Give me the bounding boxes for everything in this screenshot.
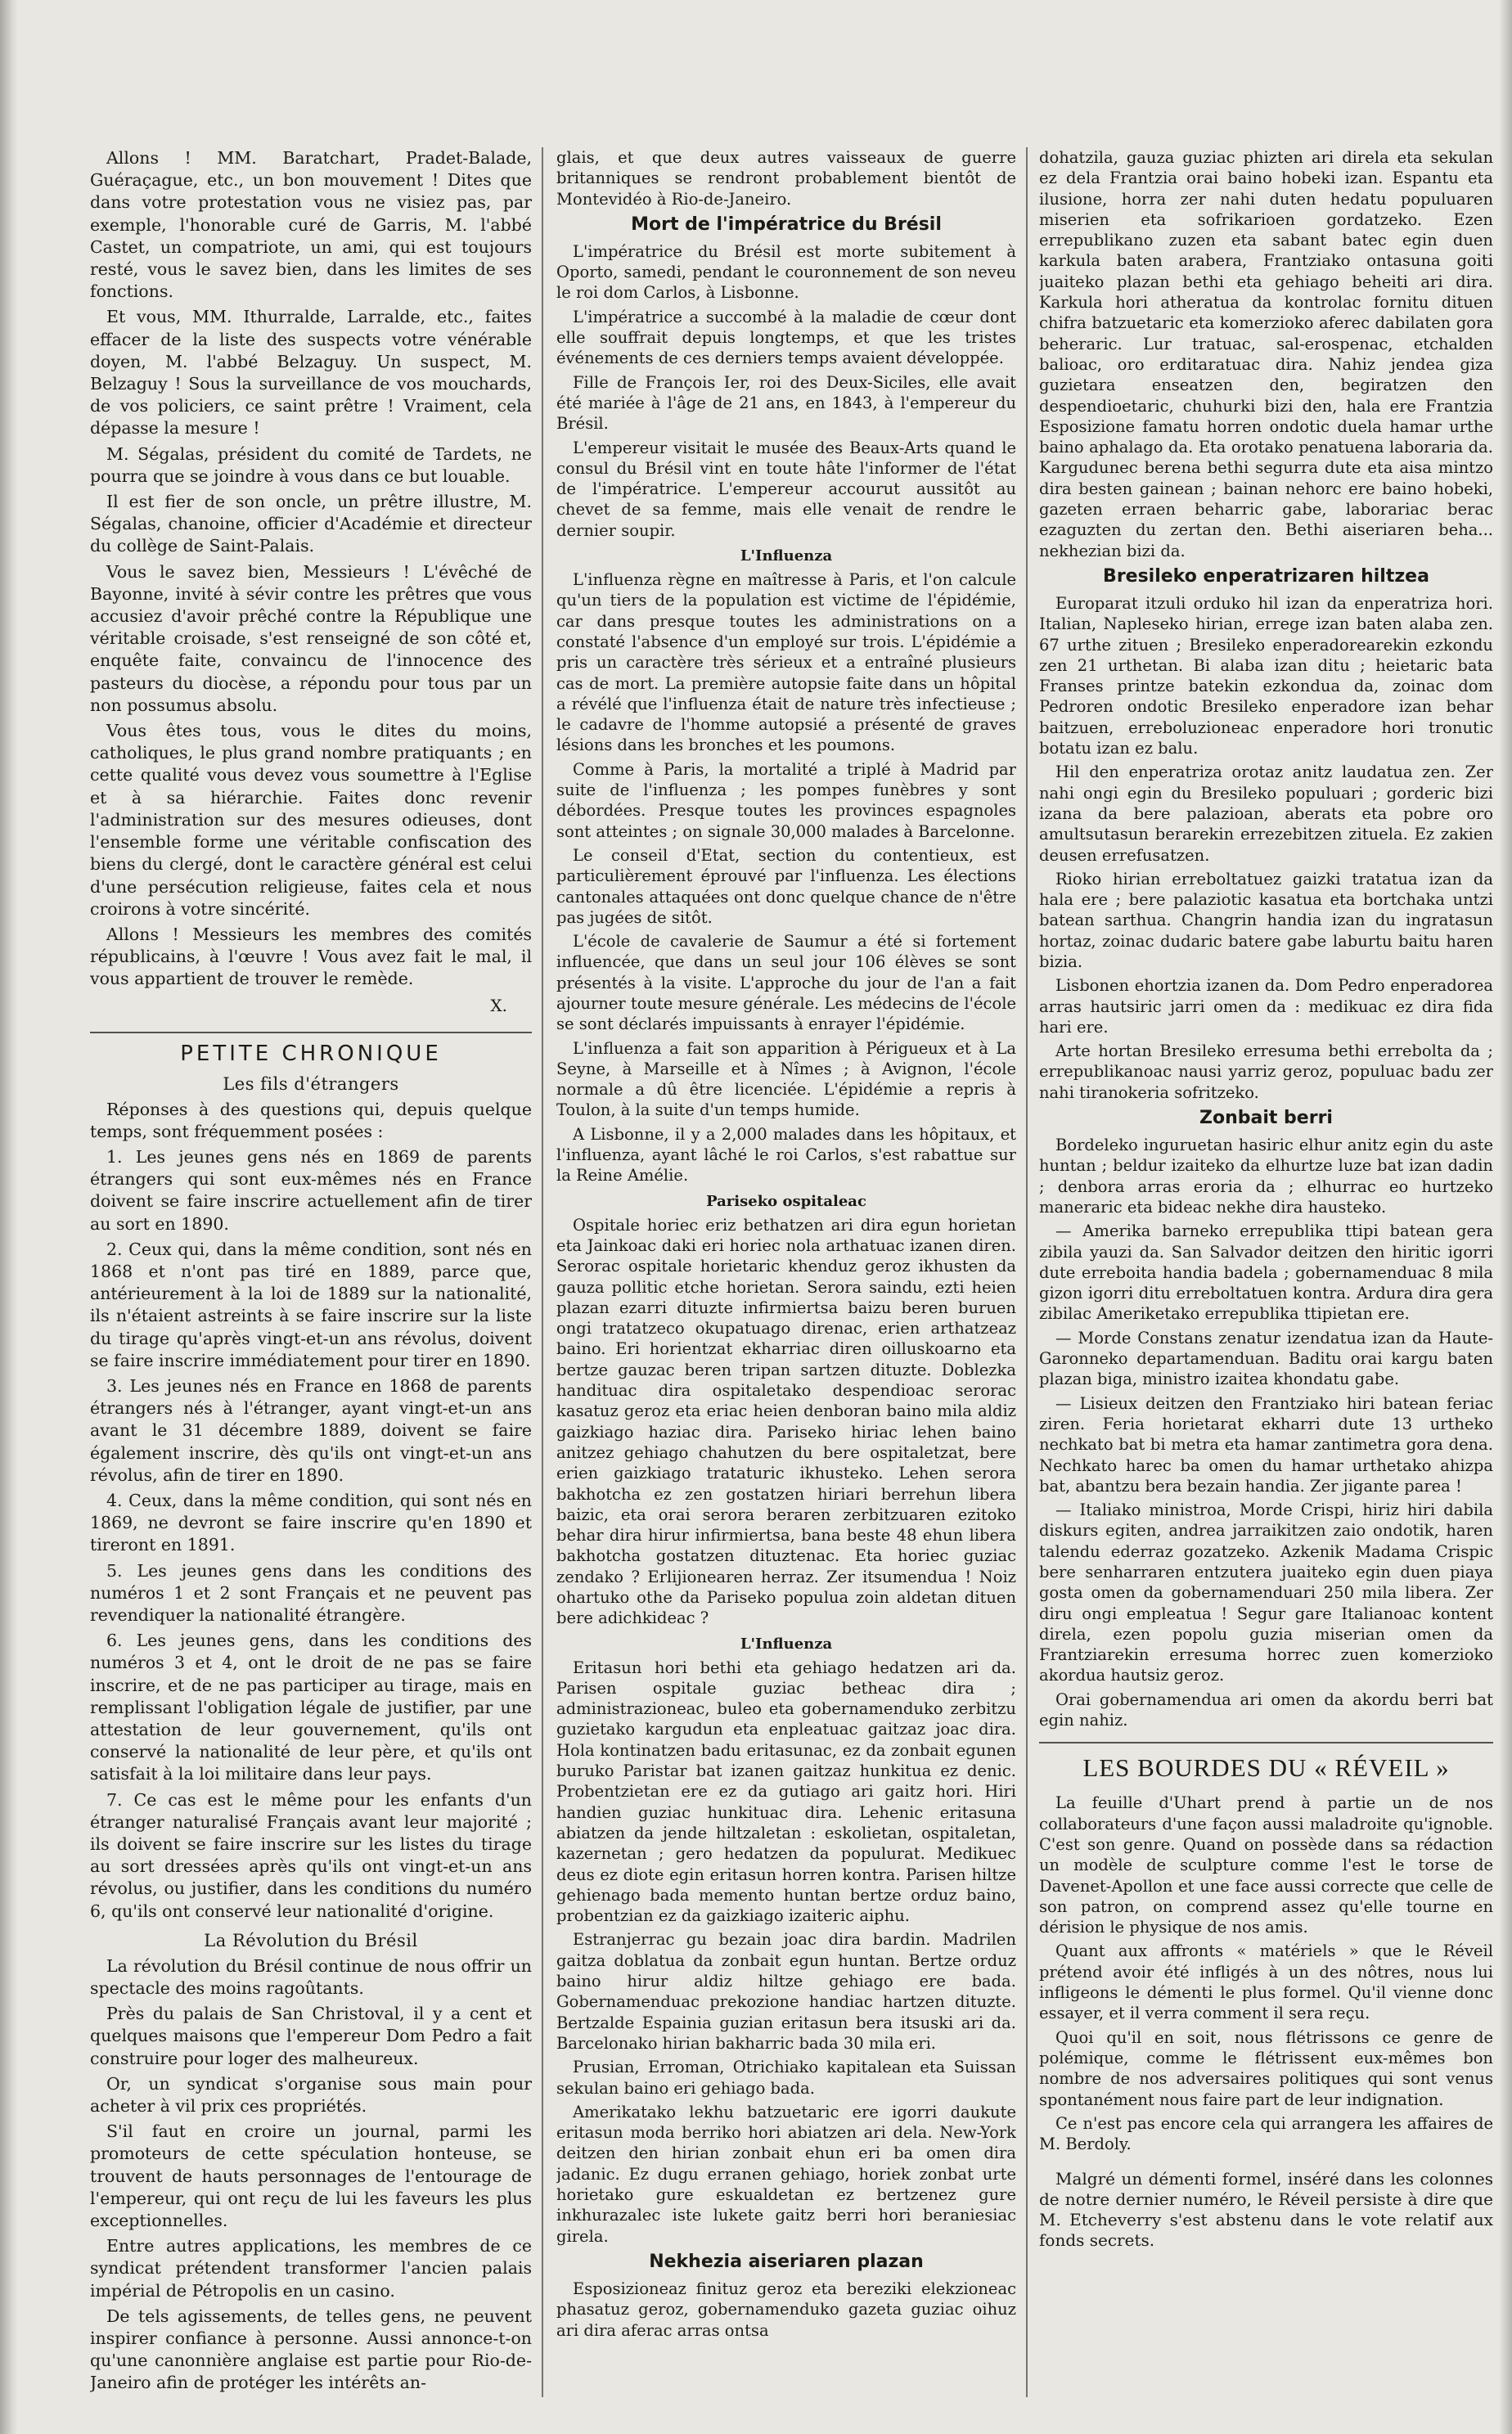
nekhezia-heading: Nekhezia aiseriaren plazan bbox=[649, 2251, 924, 2272]
page-left-edge bbox=[0, 0, 18, 2434]
column-2 bbox=[556, 147, 1016, 2405]
article-signature: X. bbox=[490, 995, 507, 1015]
zonbait-paragraph: — Lisieux deitzen den Frantziako hiri batean feriac ziren. Feria horietarat ekharri dute 13 urtheko nechkato bat bi metra eta hamar zantimetra gora dena. Nechkato harec ba omen du hamar urthetako ahizpa bat, abantzu bera bezain handia. Zer jigante parea ! bbox=[1039, 1393, 1493, 1496]
bresil-paragraph: La révolution du Brésil continue de nous offrir un spectacle des moins ragoûtants. bbox=[90, 1955, 532, 1999]
bresil-paragraph: Or, un syndicat s'organise sous main pour acheter à vil prix ces propriétés. bbox=[90, 2073, 532, 2117]
linfluenza-paragraph: Eritasun hori bethi eta gehiago hedatzen ari da. Parisen ospitale guziac betheac dira ; administrazioneac, buleo eta gobernamenduko zerbitzu guzietako kargudun eta enpleatuac gaitzaz joac dira. Hola kontinatzen badu eritasunac, ez da zonbait egunen buruko Paristar bat izanen gaitzaz hunkitua ez denic. Probentzietan ere ez da gutiago ari gaitz hori. Hiri handien guziac hunkituac dira. Lehenic eritasuna abiatzen da jende hiltzaletan : eskolietan, ospitaletan, kazernetan ; gero hedatzen da populurat. Medikuec deus ez diote egin eritasun horren kontra. Parisen hiltze gehienago bada memento huntan bertze orduz baino, probentzian ez da gaizkiago izaiteric aiphu. bbox=[556, 1658, 1016, 1926]
article-paragraph: M. Ségalas, président du comité de Tardets, ne pourra que se joindre à vous dans ce but louable. bbox=[90, 443, 532, 486]
zonbait-paragraph: Orai gobernamendua ari omen da akordu berri bat egin nahiz. bbox=[1039, 1689, 1493, 1730]
influenza-paragraph: Le conseil d'Etat, section du contentieux, est particulièrement éprouvé par l'influenza. Les élections cantonales attaquées ont donc quelque chance de n'être pas jugées de sitôt. bbox=[556, 845, 1016, 927]
bresileko-paragraph: Lisbonen ehortzia izanen da. Dom Pedro enperadorea arras hautsiric jarri omen da : medikuac ez dira fida hari ere. bbox=[1039, 976, 1493, 1037]
influenza-paragraph: Comme à Paris, la mortalité a triplé à Madrid par suite de l'influenza ; les pompes funèbres y sont débordées. Presque toutes les provinces espagnoles sont atteintes ; on signale 30,000 malades à Barcelonne. bbox=[556, 759, 1016, 841]
zonbait-berri-heading: Zonbait berri bbox=[1199, 1108, 1333, 1129]
bresil-paragraph: S'il faut en croire un journal, parmi les promoteurs de cette spéculation honteuse, se trouvent de hauts personnages de l'entourage de l'empereur, qui ont reçu de lui les faveurs les plus exceptionnelles. bbox=[90, 2121, 532, 2231]
article-paragraph: Allons ! MM. Baratchart, Pradet-Balade, Guéraçague, etc., un bon mouvement ! Dites que dans votre protestation vous ne visiez pas, par exemple, l'honorable curé de Garris, M. l'abbé Castet, un compatriote, un ami, qui est toujours resté, vous le savez bien, dans les limites de ses fonctions. bbox=[90, 148, 532, 302]
article-paragraph: Allons ! Messieurs les membres des comités républicains, à l'œuvre ! Vous avez fait le mal, il vous appartient de trouver le remède. bbox=[90, 924, 532, 989]
bourdes-paragraph: Quoi qu'il en soit, nous flétrissons ce genre de polémique, comme le flétrissent eux-mêmes bon nombre de nos adversaires politiques qui sont venus spontanément nous faire part de leur indignation. bbox=[1039, 2027, 1493, 2109]
article-paragraph: Et vous, MM. Ithurralde, Larralde, etc., faites effacer de la liste des suspects votre vénérable doyen, M. l'abbé Belzaguy. Un suspect, M. Belzaguy ! Sous la surveillance de vos mouchards, de vos policiers, ce saint prêtre ! Vraiment, cela dépasse la mesure ! bbox=[90, 307, 532, 439]
column-rule-1 bbox=[542, 147, 543, 2397]
pariseko-ospitaleac-heading: Pariseko ospitaleac bbox=[706, 1192, 866, 1210]
linfluenza-paragraph: Estranjerrac gu bezain joac dira bardin. Madrilen gaitza doblatua da zonbait egun huntan. Bertze orduz baino hirur aldiz hiltze gehiago ere bada. Gobernamenduac prekozione handiac hartzen dituzte. Bertzalde Espainia guzian eritasun bera itsuski ari da. Barcelonako hirian bakharric bada 30 mila eri. bbox=[556, 1930, 1016, 2053]
etrangers-paragraph: 2. Ceux qui, dans la même condition, sont nés en 1868 et n'ont pas tiré en 1889, parce que, antérieurement à la loi de 1889 sur la nationalité, ils n'étaient astreints à se faire inscrire sur la liste du tirage qu'après vingt-et-un ans révolus, doivent se faire inscrire immédiatement pour tirer en 1890. bbox=[90, 1239, 532, 1370]
etrangers-heading: Les fils d'étrangers bbox=[223, 1073, 399, 1094]
notice-paragraph: Malgré un démenti formel, inséré dans les colonnes de notre dernier numéro, le Réveil persiste à dire que M. Etcheverry s'est abstenu dans le vote relatif aux fonds secrets. bbox=[1039, 2169, 1493, 2251]
continued-paragraph: glais, et que deux autres vaisseaux de guerre britanniques se rendront probablement bientôt de Montevidéo à Rio-de-Janeiro. bbox=[556, 148, 1016, 209]
influenza-paragraph: L'école de cavalerie de Saumur a été si fortement influencée, que dans un seul jour 106 élèves se sont présentés à la visite. L'approche du jour de l'an a fait ajourner toute mesure générale. Les médecins de l'école se sont déclarés impuissants à enrayer l'épidémie. bbox=[556, 932, 1016, 1034]
bresileko-paragraph: Arte hortan Bresileko erresuma bethi errebolta da ; errepublikanoac nausi yarriz geroz, populuac badu zer nahi tiranokeria sofritzeko. bbox=[1039, 1042, 1493, 1102]
article-paragraph: Il est fier de son oncle, un prêtre illustre, M. Ségalas, chanoine, officier d'Académie et directeur du collège de Saint-Palais. bbox=[90, 492, 532, 556]
etrangers-paragraph: 4. Ceux, dans la même condition, qui sont nés en 1869, ne devront se faire inscrire qu'en 1890 et tireront en 1891. bbox=[90, 1490, 532, 1555]
column-1 bbox=[90, 147, 532, 2405]
influenza-paragraph: L'influenza a fait son apparition à Périgueux et à La Seyne, à Marseille et à Nîmes ; à Avignon, l'école normale a dû être licenciée. L'épidémie a repris à Toulon, à la suite d'un temps humide. bbox=[556, 1038, 1016, 1120]
revolution-bresil-heading: La Révolution du Brésil bbox=[204, 1930, 418, 1950]
bresileko-paragraph: Europarat itzuli orduko hil izan da enperatriza hori. Italian, Napleseko hirian, errege izan baten alaba zen. 67 urthe zituen ; Bresileko enperadorearekin ezkondu zen 21 urthetan. Bi alaba izan ditu ; heietaric bata Franses printze batekin ezkondua da, zoinac dom Pedroren ondotic Bresileko enperadore izan behar baitzuen, erreboluzioneac enperadore hori tronutic botatu izan ez balu. bbox=[1039, 593, 1493, 758]
linfluenza-paragraph: Amerikatako lekhu batzuetaric ere igorri daukute eritasun moda berriko hori abiatzen ari dela. New-York deitzen den hirian zonbait ehun eri ba omen dira jadanic. Ez dugu erranen gehiago, horiek zonbat urte horietako gure eskualdetan ez bertzenez gure inkhurazalec iste lukete gaitz berri hori beraniesiac girela. bbox=[556, 2102, 1016, 2246]
bresileko-paragraph: Hil den enperatriza orotaz anitz laudatua zen. Zer nahi ongi egin du Bresileko populuari ; gorderic bizi izana da bere palazioan, aberats eta pobre oro amultsutasun berarekin errezebitzen zituela. Ez zakien deusen errefusatzen. bbox=[1039, 763, 1493, 865]
etrangers-paragraph: 1. Les jeunes gens nés en 1869 de parents étrangers qui sont eux-mêmes nés en France doivent se faire inscrire actuellement afin de tirer au sort en 1890. bbox=[90, 1146, 532, 1234]
mort-paragraph: L'empereur visitait le musée des Beaux-Arts quand le consul du Brésil vint en toute hâte l'informer de l'état de l'impératrice. L'empereur accourut aussitôt au chevet de sa femme, mais elle venait de rendre le dernier soupir. bbox=[556, 438, 1016, 540]
notice-block bbox=[1039, 2169, 1493, 2251]
bresil-paragraph: Près du palais de San Christoval, il y a cent et quelques maisons que l'empereur Dom Pedro a fait construire pour loger des malheureux. bbox=[90, 2004, 532, 2068]
linfluenza-heading: L'Influenza bbox=[740, 1635, 833, 1653]
zonbait-paragraph: Bordeleko inguruetan hasiric elhur anitz egin du aste huntan ; beldur izaiteko da elhurtze luze bat izan dadin ; denbora arras eroria da ; elhurrac eo hurtzeko maneraric eta bideac nekhe dira hausteko. bbox=[1039, 1136, 1493, 1217]
influenza-heading: L'Influenza bbox=[740, 547, 833, 565]
bresil-paragraph: De tels agissements, de telles gens, ne peuvent inspirer confiance à personne. Aussi annonce-t-on qu'une canonnière anglaise est partie pour Rio-de-Janeiro afin de protéger les intérêts an- bbox=[90, 2306, 532, 2393]
etrangers-paragraph: 6. Les jeunes gens, dans les conditions des numéros 3 et 4, ont le droit de ne pas se faire inscrire, et de ne pas participer au tirage, mais en remplissant l'obligation légale de justifier, par une attestation de leur gouvernement, qu'ils ont conservé la nationalité de leur père, et qu'ils ont satisfait à la loi militaire dans leur pays. bbox=[90, 1631, 532, 1784]
petite-chronique-heading: PETITE CHRONIQUE bbox=[90, 1032, 532, 1066]
bresileko-heading: Bresileko enperatrizaren hiltzea bbox=[1103, 565, 1429, 587]
zonbait-paragraph: — Morde Constans zenatur izendatua izan da Haute-Garonneko departamenduan. Baditu orai kargu baten plazan biga, ministro izaitea khondatu gabe. bbox=[1039, 1328, 1493, 1389]
etrangers-paragraph: 7. Ce cas est le même pour les enfants d'un étranger naturalisé Français avant leur majorité ; ils doivent se faire inscrire sur les listes du tirage au sort dressées après qu'ils ont vingt-et-un ans révolus, ou justifier, dans les conditions du numéro 6, qu'ils ont conservé leur nationalité d'origine. bbox=[90, 1789, 532, 1921]
continued-paragraph: dohatzila, gauza guziac phizten ari direla eta sekulan ez dela Frantzia orai baino hobeki izan. Espantu eta ilusione, horra zer nahi duten hedatu populuaren miserien eta sofrikarioen gordatzeko. Ezen errepublikano zuzen eta sabant batec egin duen karkula baten arabera, Frantziako ontasuna goiti juaiteko plazan bethi eta gehiago beheiti ari dira. Karkula hori atheratua da kontrolac fornitu dituen chifra batzuetaric eta komerzioko aferec dabilaten gora beheraric. Lur tratuac, sal-erospenac, etchalden balioac, oro erditaratuac dira. Nahiz jendea giza guzietara enseatzen den, begiratzen den despendioetaric, chuhurki bizi den, hala ere Frantzia Esposizione famatu horren ondotic duela hamar urthe baino aphalago da. Eta orotako penatuena laboraria da. Kargudunec berena bethi segurra dute eta aisa mintzo dira besten gainean ; bainan nehorc ere baino hobeki, gazeten erraen beharric gabe, laborariac berac ezaguzten du zertan den. Bethi aiseriaren beha... nekhezian bizi da. bbox=[1039, 148, 1493, 560]
pariseko-paragraph: Ospitale horiec eriz bethatzen ari dira egun horietan eta Jainkoac daki eri horiec nola arthatuac izanen diren. Serorac ospitale horietaric khenduz geroz ikhusten da gauza pollitic etche horietan. Serora saindu, ezti heien plazan ezarri dituzte infirmiertsa baizu beren buruen ongi tratatzeco okupatuago direnac, erien arthatzeaz baino. Eri horientzat ekharriac diren oilluskoarno eta bertze gauzac beren tripan sartzen dituzte. Doblezka handituac dira ospitaletako despendioac serorac kasatuz geroz eta eriac heien denboran baino mila aldiz gaizkiago haziac dira. Pariseko hiriac lehen baino anitzez gehiago chahutzen du bere ospitaletzat, bere erien gaizkiago trataturic ikhusteko. Lehen serora bakhotcha ez zen gostatzen hiriari berrehun libera baizic, eta orai serora beraren zerbitzuaren ezitoko behar dira hirur infirmiertsa, bana beste 48 ehun libera bakhotcha gostatzen dituztenac. Eta horiec guziac zendako ? Erlijionearen herraz. Zer itsumendua ! Noiz ohartuko othe da Pariseko populua zoin aldetan dituen bere adichkideac ? bbox=[556, 1215, 1016, 1628]
bourdes-paragraph: Ce n'est pas encore cela qui arrangera les affaires de M. Berdoly. bbox=[1039, 2113, 1493, 2154]
nekhezia-paragraph: Esposizioneaz finituz geroz eta bereziki elekzioneac phasatuz geroz, gobernamenduko gazeta guziac oihuz ari dira aferac arras ontsa bbox=[556, 2279, 1016, 2340]
bresil-paragraph: Entre autres applications, les membres de ce syndicat prétendent transformer l'ancien palais impérial de Pétropolis en un casino. bbox=[90, 2236, 532, 2301]
influenza-paragraph: A Lisbonne, il y a 2,000 malades dans les hôpitaux, et l'influenza, ayant lâché le roi Carlos, s'est rabattue sur la Reine Amélie. bbox=[556, 1124, 1016, 1186]
column-3 bbox=[1039, 147, 1493, 2405]
article-paragraph: Vous êtes tous, vous le dites du moins, catholiques, le plus grand nombre pratiquants ; en cette qualité vous devez vous soumettre à l'Eglise et à sa hiérarchie. Faites donc revenir l'administration sur des mesures odieuses, dont l'ensemble forme une véritable confiscation des biens du clergé, dont le caractère général est celui d'une persécution religieuse, faites cela et nous croirons à votre sincérité. bbox=[90, 721, 532, 919]
zonbait-paragraph: — Amerika barneko errepublika ttipi batean gera zibila yauzi da. San Salvador deitzen den hiritic igorri dute erreboita handia badela ; gobernamenduac 8 mila gizon igorri ditu erreboltatuen kontra. Ardura dira gera zibilac Ameriketako errepublika ttipietan ere. bbox=[1039, 1221, 1493, 1324]
mort-paragraph: L'impératrice du Brésil est morte subitement à Oporto, samedi, pendant le couronnement de son neveu le roi dom Carlos, à Lisbonne. bbox=[556, 241, 1016, 303]
influenza-paragraph: L'influenza règne en maîtresse à Paris, et l'on calcule qu'un tiers de la population est victime de l'épidémie, car dans presque toutes les administrations on a constaté l'absence d'un employé sur trois. L'épidémie a pris un caractère très sérieux et a entraîné plusieurs cas de mort. La première autopsie faite dans un hôpital a révélé que l'influenza était de nature très infectieuse ; le cadavre de l'homme autopsié a présenté de graves lésions dans les bronches et les poumons. bbox=[556, 570, 1016, 755]
mort-paragraph: L'impératrice a succombé à la maladie de cœur dont elle souffrait depuis longtemps, et que les tristes événements de ces derniers temps avaient développée. bbox=[556, 307, 1016, 368]
bresileko-paragraph: Rioko hirian erreboltatuez gaizki tratatua izan da hala ere ; bere palaziotic kasatua eta bortchaka untzi batean sarthua. Changrin handia izan du ingratasun hortaz, zoinac dudaric batere gabe laburtu baitu haren bizia. bbox=[1039, 869, 1493, 971]
etrangers-paragraph: 3. Les jeunes nés en France en 1868 de parents étrangers nés à l'étranger, ayant vingt-et-un ans avant le 31 décembre 1889, doivent se faire également inscrire, dès qu'ils ont vingt-et-un ans révolus, afin de tirer en 1890. bbox=[90, 1375, 532, 1485]
bourdes-reveil-heading: LES BOURDES DU « RÉVEIL » bbox=[1039, 1742, 1493, 1783]
etrangers-paragraph: 5. Les jeunes gens dans les conditions des numéros 1 et 2 sont Français et ne peuvent pas revendiquer la nationalité étrangère. bbox=[90, 1560, 532, 1625]
zonbait-paragraph: — Italiako ministroa, Morde Crispi, hiriz hiri dabila diskurs egiten, andrea jarraikitzen zaio ondotik, haren talendu ederraz gozatzeko. Azkenik Madama Crispic bere senharraren entzutera juaiteko egin duen piaya gosta omen da gobernamenduari 250 mila libera. Zer diru ongi empleatua ! Segur gare Italianoac kontent direla, ezen popolu guzia miserian omen da Frantziarekin erresuma horrec zuen komerzioko akordua hautsiz geroz. bbox=[1039, 1500, 1493, 1685]
linfluenza-paragraph: Prusian, Erroman, Otrichiako kapitalean eta Suissan sekulan baino eri gehiago bada. bbox=[556, 2058, 1016, 2098]
column-rule-2 bbox=[1026, 147, 1028, 2397]
mort-paragraph: Fille de François Ier, roi des Deux-Siciles, elle avait été mariée à l'âge de 21 ans, en 1843, à l'empereur du Brésil. bbox=[556, 372, 1016, 434]
bourdes-paragraph: Quant aux affronts « matériels » que le Réveil prétend avoir été infligés à un des nôtres, nous lui infligeons le démenti le plus formel. Qu'il vienne donc essayer, et il verra comment il sera reçu. bbox=[1039, 1941, 1493, 2023]
bourdes-paragraph: La feuille d'Uhart prend à partie un de nos collaborateurs d'une façon aussi maladroite qu'ignoble. C'est son genre. Quand on possède dans sa rédaction un modèle de sculpture comme l'est le torse de Davenet-Apollon et une face aussi correcte que celle de son patron, on comprend assez qu'elle tourne en dérision le physique de nos amis. bbox=[1039, 1793, 1493, 1937]
article-paragraph: Vous le savez bien, Messieurs ! L'évêché de Bayonne, invité à sévir contre les prêtres que vous accusiez d'avoir prêché contre la République une véritable croisade, s'est renseigné de son côté et, enquête faite, convaincu de l'innocence des pasteurs du diocèse, a répondu pour tous par un non possumus absolu. bbox=[90, 561, 532, 715]
page-right-edge bbox=[1499, 0, 1512, 2434]
etrangers-paragraph: Réponses à des questions qui, depuis quelque temps, sont fréquemment posées : bbox=[90, 1099, 532, 1141]
mort-imperatrice-heading: Mort de l'impératrice du Brésil bbox=[631, 214, 942, 235]
